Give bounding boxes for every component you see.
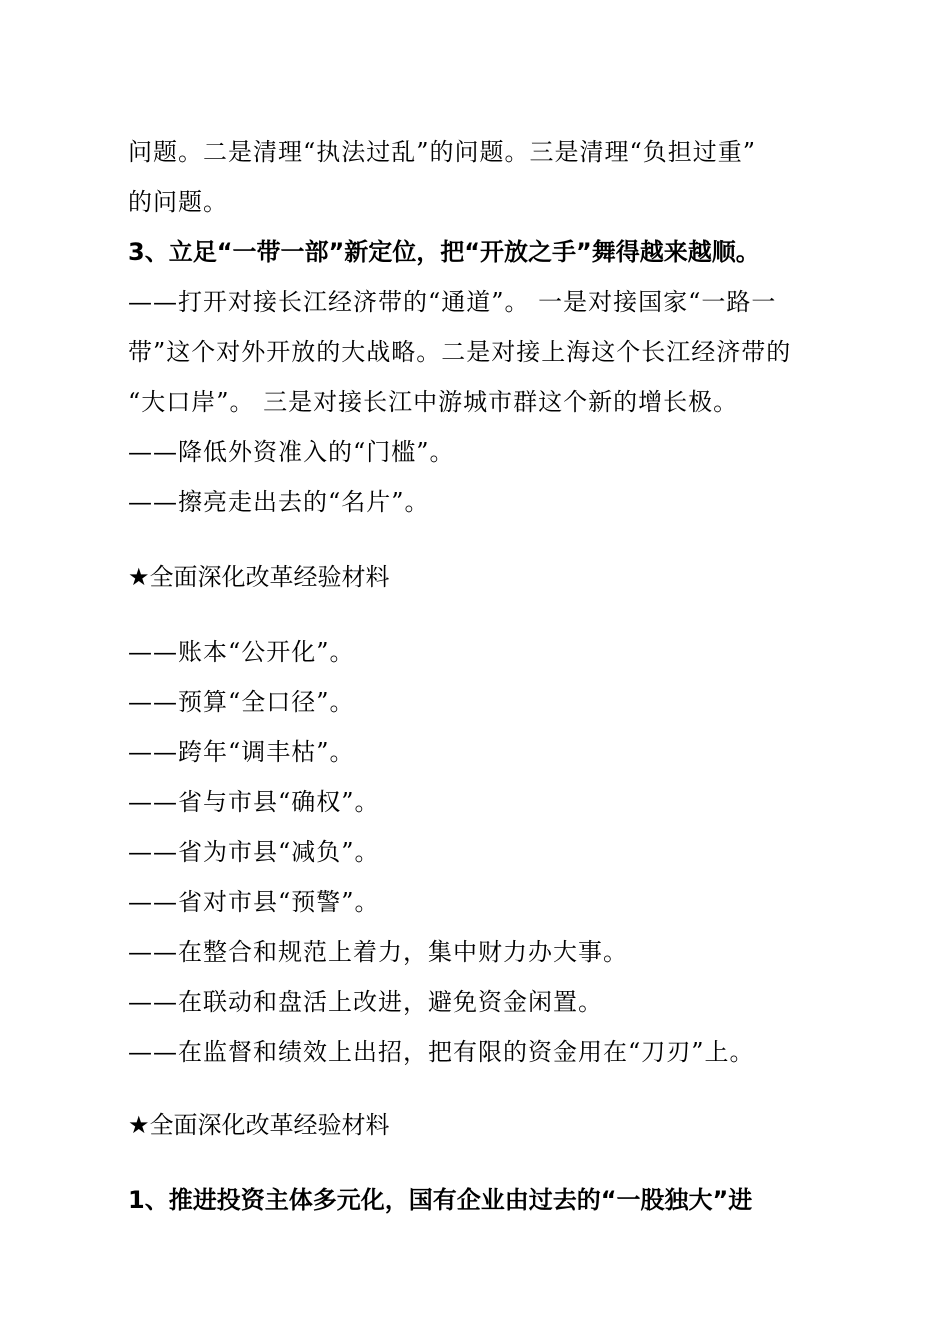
list-item: ——省与市县“确权”。 bbox=[128, 788, 380, 816]
paragraph-line: 带”这个对外开放的大战略。二是对接上海这个长江经济带的 bbox=[128, 338, 792, 366]
list-item: ——预算“全口径”。 bbox=[128, 688, 355, 716]
paragraph-line: ——擦亮走出去的“名片”。 bbox=[128, 488, 430, 516]
list-item: ——账本“公开化”。 bbox=[128, 638, 355, 666]
paragraph-line: “大口岸”。 三是对接长江中游城市群这个新的增长极。 bbox=[128, 388, 739, 416]
list-item: ——跨年“调丰枯”。 bbox=[128, 738, 355, 766]
list-item: ——在监督和绩效上出招，把有限的资金用在“刀刃”上。 bbox=[128, 1038, 755, 1066]
section-heading: 3、立足“一带一部”新定位，把“开放之手”舞得越来越顺。 bbox=[128, 238, 760, 266]
paragraph-line: 问题。二是清理“执法过乱”的问题。三是清理“负担过重” bbox=[128, 138, 757, 166]
paragraph-line: 的问题。 bbox=[128, 188, 228, 216]
list-item: ——省为市县“减负”。 bbox=[128, 838, 380, 866]
list-item: ——省对市县“预警”。 bbox=[128, 888, 380, 916]
paragraph-line: ——降低外资准入的“门槛”。 bbox=[128, 438, 455, 466]
list-item: ——在联动和盘活上改进，避免资金闲置。 bbox=[128, 988, 603, 1016]
section-heading: 1、推进投资主体多元化，国有企业由过去的“一股独大”进 bbox=[128, 1186, 753, 1214]
section-title: ★全面深化改革经验材料 bbox=[128, 563, 390, 591]
paragraph-line: ——打开对接长江经济带的“通道”。 一是对接国家“一路一 bbox=[128, 288, 777, 316]
section-title: ★全面深化改革经验材料 bbox=[128, 1111, 390, 1139]
list-item: ——在整合和规范上着力，集中财力办大事。 bbox=[128, 938, 628, 966]
